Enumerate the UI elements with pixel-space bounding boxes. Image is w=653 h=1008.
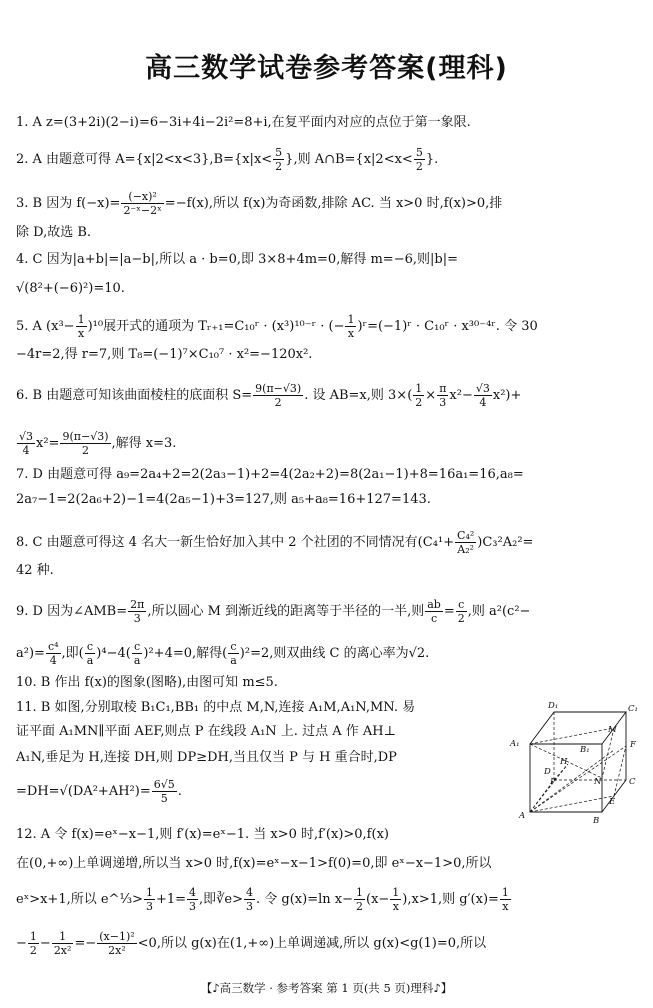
answer-3 bbox=[16, 190, 502, 217]
fraction bbox=[413, 382, 424, 409]
answer-11-text-a: =DH=√(DA²+AH²)= bbox=[16, 784, 151, 799]
fraction bbox=[474, 382, 492, 409]
denominator: 2 bbox=[457, 612, 465, 625]
numerator: 5 bbox=[275, 146, 283, 159]
numerator: π bbox=[439, 382, 447, 395]
answer-12-text-b: +1= bbox=[155, 892, 186, 907]
page-footer: 【♪高三数学 · 参考答案 第 1 页(共 5 页)理科♪】 bbox=[200, 981, 453, 995]
numerator: 1 bbox=[415, 382, 423, 395]
answer-2-text-a: 2. A 由题意可得 A={x|2<x<3},B={x|x< bbox=[16, 152, 273, 167]
answer-6 bbox=[16, 382, 521, 409]
label-D: D bbox=[544, 767, 551, 777]
denominator: 2 bbox=[29, 944, 37, 957]
numerator: C₄² bbox=[457, 529, 475, 542]
answer-9-text-b: ,所以圆心 M 到渐近线的距离等于半径的一半,则 bbox=[147, 604, 425, 619]
denominator: x bbox=[347, 327, 355, 340]
answer-9-line-2 bbox=[16, 640, 429, 667]
answer-10: 10. B 作出 f(x)的图象(图略),由图可知 m≤5. bbox=[16, 675, 278, 690]
answer-9-text-h: )²+4=0,解得( bbox=[143, 646, 228, 661]
numerator: (−x)² bbox=[121, 190, 163, 204]
numerator: 4 bbox=[246, 886, 254, 899]
fraction bbox=[76, 313, 87, 340]
denominator: c bbox=[430, 612, 438, 625]
answer-5-text-c: )ʳ=(−1)ʳ · C₁₀ʳ · x³⁰⁻⁴ʳ. 令 30 bbox=[357, 319, 538, 334]
answer-12-text-e: (x− bbox=[366, 892, 390, 907]
answer-12-text-h: − bbox=[39, 936, 51, 951]
answer-12-text-j: <0,所以 g(x)在(1,+∞)上单调递减,所以 g(x)<g(1)=0,所以 bbox=[137, 936, 487, 951]
answer-4: 4. C 因为|a+b|=|a−b|,所以 a · b=0,即 3×8+4m=0,解得 m=−6,则|b|= bbox=[16, 252, 458, 267]
numerator: c bbox=[228, 640, 239, 654]
answer-3-text-b: =−f(x),所以 f(x)为奇函数,排除 AC. 当 x>0 时,f(x)>0,排 bbox=[164, 196, 503, 211]
answer-12-text-f: ),x>1,则 g′(x)= bbox=[402, 892, 499, 907]
fraction bbox=[187, 886, 198, 913]
answer-5-text-b: )¹⁰展开式的通项为 Tᵣ₊₁=C₁₀ʳ · (x³)¹⁰⁻ʳ · (− bbox=[87, 319, 345, 334]
numerator: 4 bbox=[189, 886, 196, 899]
answer-4-line-2: √(8²+(−6)²)=10. bbox=[16, 281, 125, 296]
construction-line bbox=[530, 728, 614, 744]
numerator: 1 bbox=[356, 886, 363, 899]
numerator: 5 bbox=[415, 146, 423, 159]
answer-12-line-2: 在(0,+∞)上单调递增,所以当 x>0 时,f(x)=eˣ−x−1>f(0)=0,即 eˣ−x−1>0,所以 bbox=[16, 856, 492, 871]
fraction bbox=[46, 640, 61, 667]
denominator: x bbox=[77, 327, 85, 340]
cube-figure bbox=[508, 700, 648, 826]
fraction bbox=[144, 886, 155, 913]
denominator: 2 bbox=[275, 160, 283, 173]
label-N: N bbox=[594, 777, 602, 787]
denominator: a bbox=[230, 654, 237, 667]
numerator: √3 bbox=[19, 430, 34, 443]
numerator: 1 bbox=[52, 930, 74, 944]
answer-9-text-c: = bbox=[443, 604, 455, 619]
numerator: 6√5 bbox=[153, 778, 175, 791]
numerator: c bbox=[132, 640, 143, 654]
denominator: A₂² bbox=[457, 543, 475, 556]
numerator: 1 bbox=[501, 886, 509, 899]
label-C: C bbox=[629, 777, 636, 787]
answer-6-text-c: × bbox=[425, 388, 437, 403]
numerator: 1 bbox=[29, 930, 37, 943]
denominator: 2 bbox=[415, 160, 423, 173]
fraction bbox=[390, 886, 401, 913]
label-H: H bbox=[560, 757, 568, 767]
fraction bbox=[455, 529, 476, 556]
fraction bbox=[273, 146, 284, 173]
fraction bbox=[121, 190, 163, 217]
denominator: a bbox=[86, 654, 94, 667]
denominator: 2 bbox=[415, 396, 423, 409]
answer-6-line-2 bbox=[16, 430, 176, 457]
fraction bbox=[152, 778, 177, 805]
fraction bbox=[17, 430, 35, 457]
denominator: 3 bbox=[133, 612, 141, 625]
label-D1: D₁ bbox=[548, 701, 559, 711]
answer-12-text-d: . 令 g(x)=ln x− bbox=[256, 892, 353, 907]
numerator: 1 bbox=[77, 313, 85, 326]
label-B: B bbox=[593, 816, 600, 826]
fraction bbox=[425, 598, 443, 625]
answer-11-line-2: 证平面 A₁MN∥平面 AEF,则点 P 在线段 A₁N 上. 过点 A 作 AH⊥ bbox=[16, 724, 396, 739]
answer-11-text-b: . bbox=[177, 784, 182, 799]
answer-2-text-b: },则 A∩B={x|2<x< bbox=[285, 152, 413, 167]
numerator: c bbox=[456, 598, 467, 612]
denominator: 3 bbox=[189, 900, 196, 913]
denominator: 2⁻ˣ−2ˣ bbox=[123, 204, 162, 217]
label-F: F bbox=[630, 740, 636, 750]
fraction bbox=[128, 598, 146, 625]
answer-9-text-i: )²=2,则双曲线 C 的离心率为√2. bbox=[239, 646, 430, 661]
denominator: 2 bbox=[356, 900, 363, 913]
answer-9-text-a: 9. D 因为∠AMB= bbox=[16, 604, 128, 619]
answer-2-text-c: }. bbox=[425, 152, 439, 167]
denominator: x bbox=[392, 900, 399, 913]
label-P: P bbox=[550, 777, 556, 787]
answer-6-text-g: ,解得 x=3. bbox=[111, 436, 177, 451]
numerator: 9(π−√3) bbox=[255, 382, 302, 395]
answer-6-text-e: x²)+ bbox=[492, 388, 522, 403]
answer-11: 11. B 如图,分别取棱 B₁C₁,BB₁ 的中点 M,N,连接 A₁M,A₁N,MN. 易 bbox=[16, 700, 416, 715]
answer-9-text-g: )⁴−4( bbox=[96, 646, 131, 661]
denominator: 3 bbox=[145, 900, 153, 913]
label-B1: B₁ bbox=[580, 745, 590, 755]
label-A1: A₁ bbox=[510, 739, 520, 749]
answer-1: 1. A z=(3+2i)(2−i)=6−3i+4i−2i²=8+i,在复平面内对应的点位于第一象限. bbox=[16, 115, 471, 130]
answer-11-line-3: A₁N,垂足为 H,连接 DH,则 DP≥DH,当且仅当 P 与 H 重合时,DP bbox=[16, 750, 397, 765]
label-C1: C₁ bbox=[628, 704, 638, 714]
numerator: 9(π−√3) bbox=[62, 430, 109, 443]
page-title: 高三数学试卷参考答案(理科) bbox=[145, 53, 508, 84]
answer-12-line-4 bbox=[16, 930, 486, 957]
answer-8-text-a: 8. C 由题意可得这 4 名大一新生恰好加入其中 2 个社团的不同情况有(C₄¹+ bbox=[16, 535, 455, 550]
denominator: 4 bbox=[22, 444, 30, 457]
answer-3-text-a: 3. B 因为 f(−x)= bbox=[16, 196, 121, 211]
numerator: 1 bbox=[145, 886, 153, 899]
denominator: 2 bbox=[81, 444, 89, 457]
answer-5 bbox=[16, 313, 538, 340]
answer-11-line-4 bbox=[16, 778, 182, 805]
answer-12-text-a: eˣ>x+1,所以 e^⅓> bbox=[16, 892, 143, 907]
numerator: c bbox=[85, 640, 96, 654]
numerator: √3 bbox=[475, 382, 490, 395]
denominator: 2 bbox=[274, 396, 282, 409]
answer-12: 12. A 令 f(x)=eˣ−x−1,则 f′(x)=eˣ−1. 当 x>0 时,f′(x)>0,f(x) bbox=[16, 827, 389, 842]
answer-6-text-a: 6. B 由题意可知该曲面棱柱的底面积 S= bbox=[16, 388, 253, 403]
numerator: c⁴ bbox=[47, 640, 59, 653]
denominator: 4 bbox=[479, 396, 487, 409]
answer-5-text-a: 5. A (x³− bbox=[16, 319, 75, 334]
answer-5-line-2: −4r=2,得 r=7,则 T₈=(−1)⁷×C₁₀⁷ · x²=−120x². bbox=[16, 347, 313, 362]
fraction bbox=[500, 886, 511, 913]
answer-12-line-3 bbox=[16, 886, 512, 913]
fraction bbox=[60, 430, 110, 457]
fraction bbox=[132, 640, 143, 667]
answer-8-text-b: )C₃²A₂²= bbox=[477, 535, 534, 550]
fraction bbox=[52, 930, 74, 957]
fraction bbox=[253, 382, 303, 409]
answer-8-line-2: 42 种. bbox=[16, 563, 54, 578]
numerator: 2π bbox=[130, 598, 145, 611]
answer-6-text-f: x²= bbox=[36, 436, 60, 451]
denominator: 4 bbox=[49, 654, 57, 667]
denominator: 3 bbox=[439, 396, 447, 409]
answer-7: 7. D 由题意可得 a₉=2a₄+2=2(2a₃−1)+2=4(2a₂+2)=8(2a₁−1)+8=16a₁=16,a₈= bbox=[16, 467, 524, 482]
fraction bbox=[414, 146, 425, 173]
denominator: 5 bbox=[160, 792, 168, 805]
answer-9-text-f: ,即( bbox=[61, 646, 84, 661]
fraction bbox=[345, 313, 356, 340]
numerator: 1 bbox=[392, 886, 400, 899]
answer-6-text-d: x²− bbox=[449, 388, 473, 403]
denominator: 3 bbox=[246, 900, 254, 913]
answer-12-text-g: − bbox=[16, 936, 27, 951]
fraction bbox=[85, 640, 96, 667]
answer-9 bbox=[16, 598, 530, 625]
answer-9-text-d: ,则 a²(c²− bbox=[467, 604, 531, 619]
answer-6-text-b: . 设 AB=x,则 3×( bbox=[304, 388, 413, 403]
denominator: 2x² bbox=[53, 944, 72, 957]
denominator: x bbox=[502, 900, 509, 913]
fraction bbox=[97, 930, 136, 957]
fraction bbox=[244, 886, 255, 913]
numerator: (x−1)² bbox=[99, 930, 135, 943]
fraction bbox=[228, 640, 239, 667]
fraction bbox=[437, 382, 448, 409]
answer-8 bbox=[16, 529, 533, 556]
construction-line bbox=[530, 796, 614, 812]
answer-12-text-c: ,即∛e> bbox=[199, 892, 244, 907]
answer-7-line-2: 2a₇−1=2(2a₆+2)−1=4(2a₅−1)+3=127,则 a₅+a₈=16+127=143. bbox=[16, 492, 431, 507]
answer-12-text-i: =− bbox=[74, 936, 97, 951]
label-M: M bbox=[608, 725, 617, 735]
cube-edge bbox=[530, 744, 602, 812]
fraction bbox=[28, 930, 39, 957]
label-A: A bbox=[519, 811, 526, 821]
answer-9-text-e: a²)= bbox=[16, 646, 45, 661]
answer-2 bbox=[16, 146, 438, 173]
answer-3-line-2: 除 D,故选 B. bbox=[16, 225, 92, 240]
numerator: 1 bbox=[347, 313, 355, 326]
numerator: ab bbox=[427, 598, 441, 611]
fraction bbox=[354, 886, 365, 913]
label-E: E bbox=[609, 797, 616, 807]
denominator: a bbox=[133, 654, 141, 667]
fraction bbox=[456, 598, 467, 625]
denominator: 2x² bbox=[108, 944, 126, 957]
